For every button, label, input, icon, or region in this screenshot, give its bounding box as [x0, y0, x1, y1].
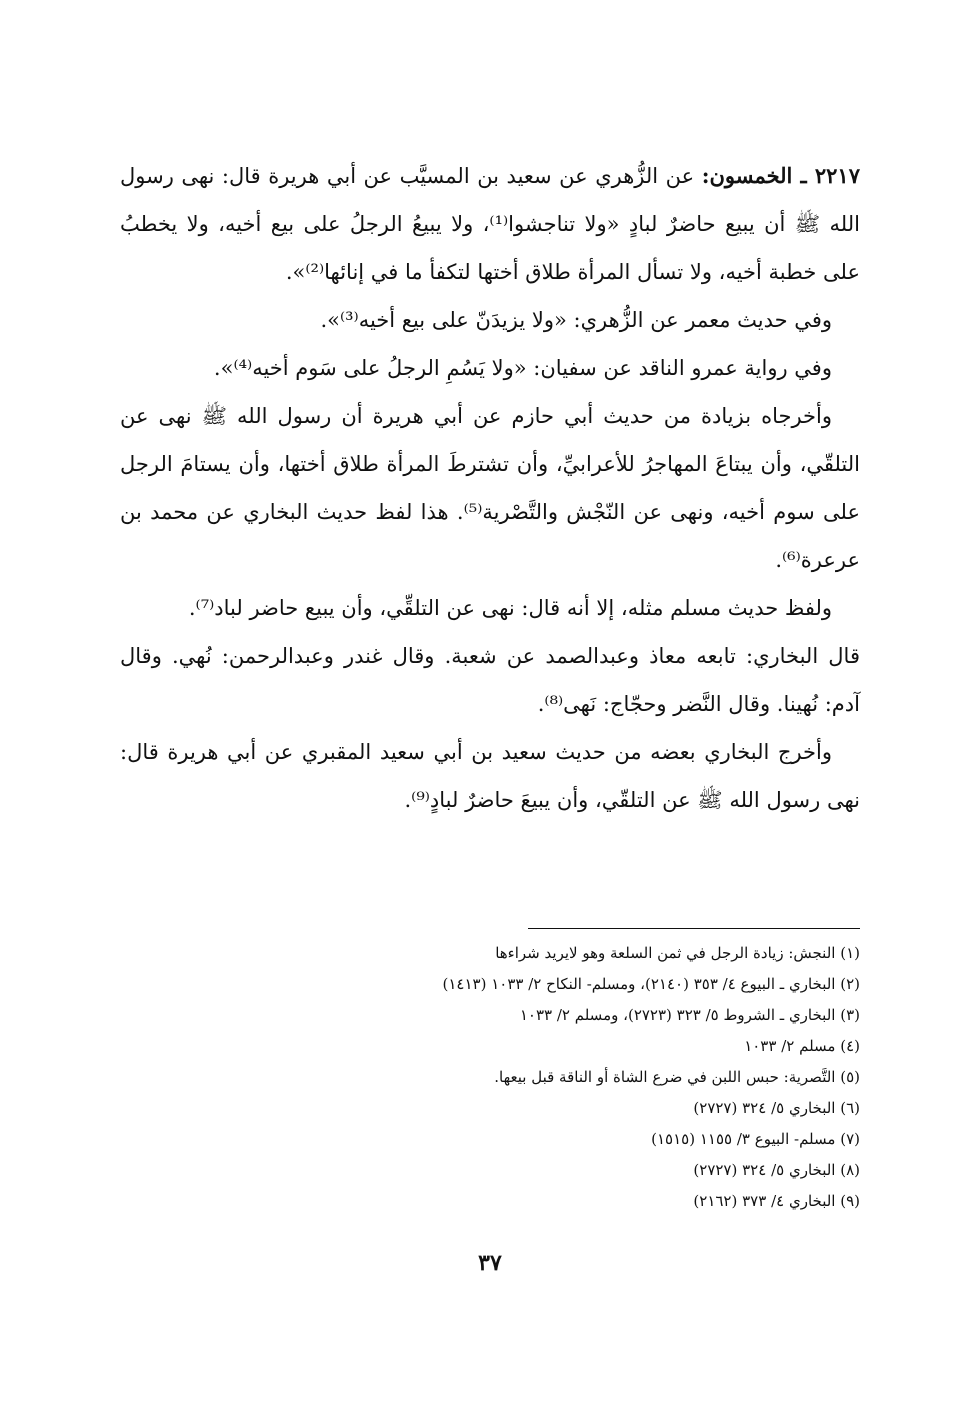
footnote-8: (٨) البخاري ٥/ ٣٢٤ (٢٧٢٧) [693, 1161, 860, 1179]
paragraph-2: وفي حديث معمر عن الزُّهري: «ولا يزيدَنّ على بيع أخيه⁽³⁾». [320, 308, 832, 332]
paragraph-7: وأخرج البخاري بعضه من حديث سعيد بن أبي سعيد المقبري عن أبي هريرة قال: نهى رسول الله ﷺ عن التلقّي، وأن يبيعَ حاضرٌ لبادٍ⁽⁹⁾. [120, 740, 860, 812]
paragraph-6: قال البخاري: تابعه معاذ وعبدالصمد عن شعبة. وقال غندر وعبدالرحمن: نُهي. وقال آدم: نُهينا. وقال النَّضر وحجّاج: نَهى⁽⁸⁾. [120, 644, 860, 716]
paragraph-5: ولفظ حديث مسلم مثله، إلا أنه قال: نهى عن التلقِّي، وأن يبيع حاضر لباد⁽⁷⁾. [188, 596, 832, 620]
footnote-2: (٢) البخاري ـ البيوع ٤/ ٣٥٣ (٢١٤٠)، ومسلم- النكاح ٢/ ١٠٣٣ (١٤١٣) [442, 975, 860, 993]
footnote-9: (٩) البخاري ٤/ ٣٧٣ (٢١٦٢) [693, 1192, 860, 1210]
paragraph-3: وفي رواية عمرو الناقد عن سفيان: «ولا يَسُمِ الرجلُ على سَوم أخيه⁽⁴⁾». [213, 356, 832, 380]
hadith-number: ٢٢١٧ ـ الخمسون: [701, 163, 860, 188]
footnote-1: (١) النجش: زيادة الرجل في ثمن السلعة وهو لايريد شراءها [495, 944, 860, 962]
paragraph-1-text: عن الزُّهري عن سعيد بن المسيَّب عن أبي هريرة قال: نهى رسول الله ﷺ أن يبيع حاضرٌ لبادٍ «ولا تناجشوا⁽¹⁾، ولا يبيعُ الرجلُ على بيع أخيه، ولا يخطبُ على خطبة أخيه، ولا تسأل المرأة طلاق أختها لتكفأ ما في إنائها⁽²⁾». [120, 164, 860, 284]
main-text [120, 152, 860, 824]
footnote-3: (٣) البخاري ـ الشروط ٥/ ٣٢٣ (٢٧٢٣)، ومسلم ٢/ ١٠٣٣ [519, 1006, 860, 1024]
footnote-divider [528, 928, 860, 929]
footnote-4: (٤) مسلم ٢/ ١٠٣٣ [744, 1037, 860, 1055]
footnotes [300, 938, 860, 1217]
footnote-5: (٥) التَّصرية: حبس اللبن في ضرع الشاة أو الناقة قبل بيعها. [494, 1068, 860, 1086]
page-number: ٣٧ [478, 1250, 502, 1276]
footnote-7: (٧) مسلم- البيوع ٣/ ١١٥٥ (١٥١٥) [651, 1130, 860, 1148]
footnote-6: (٦) البخاري ٥/ ٣٢٤ (٢٧٢٧) [693, 1099, 860, 1117]
paragraph-4: وأخرجاه بزيادة من حديث أبي حازم عن أبي هريرة أن رسول الله ﷺ نهى عن التلقّي، وأن يبتاعَ المهاجرُ للأعرابيِّ، وأن تشترطَ المرأة طلاق أختها، وأن يستامَ الرجل على سوم أخيه، ونهى عن النّجْش والتَّصْرية⁽⁵⁾. هذا لفظ حديث البخاري عن محمد بن عرعرة⁽⁶⁾. [120, 404, 861, 572]
paragraph-1 [120, 152, 860, 296]
